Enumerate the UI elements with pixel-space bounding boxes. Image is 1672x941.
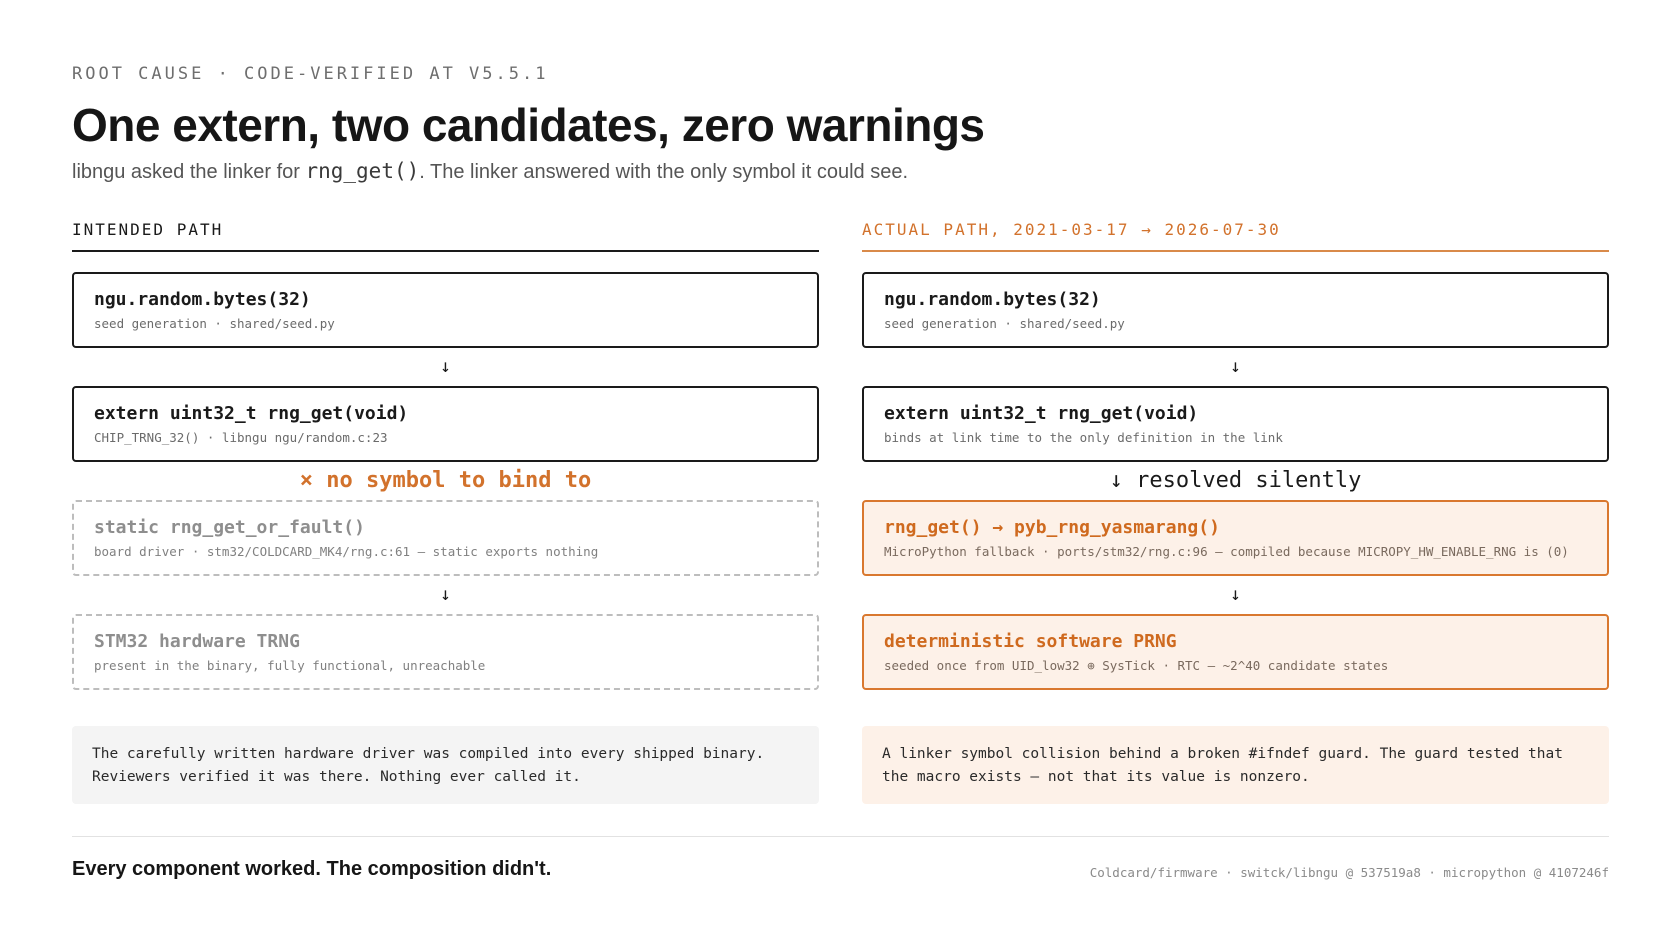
intended-box-extern-rng-get [72, 386, 819, 462]
box-subtitle: MicroPython fallback · ports/stm32/rng.c:96 — compiled because MICROPY_HW_ENABLE_RNG is (0) [884, 544, 1569, 559]
actual-path-column [862, 218, 1609, 804]
box-subtitle: board driver · stm32/COLDCARD_MK4/rng.c:61 — static exports nothing [94, 544, 599, 559]
subtitle [72, 159, 908, 184]
actual-box-yasmarang-fallback [862, 500, 1609, 576]
actual-note [862, 726, 1609, 804]
actual-box-extern-rng-get [862, 386, 1609, 462]
eyebrow: ROOT CAUSE · CODE-VERIFIED AT V5.5.1 [72, 64, 549, 84]
intended-box-hardware-trng [72, 614, 819, 690]
box-subtitle: present in the binary, fully functional, unreachable [94, 658, 486, 673]
box-title: extern uint32_t rng_get(void) [94, 403, 409, 424]
note-line: The carefully written hardware driver was compiled into every shipped binary. [92, 746, 765, 762]
subtitle-code: rng_get() [305, 159, 420, 183]
resolved-silently-connector: ↓ resolved silently [1109, 468, 1362, 493]
intended-path-column [72, 218, 819, 804]
box-title: ngu.random.bytes(32) [884, 289, 1101, 310]
box-title: deterministic software PRNG [884, 631, 1177, 652]
box-title: ngu.random.bytes(32) [94, 289, 311, 310]
intended-path-heading: INTENDED PATH [72, 218, 819, 252]
box-subtitle: seeded once from UID_low32 ⊕ SysTick · RTC — ~2^40 candidate states [884, 658, 1389, 673]
intended-box-static-driver [72, 500, 819, 576]
page-title: One extern, two candidates, zero warnings [72, 99, 985, 151]
note-line: Reviewers verified it was there. Nothing ever called it. [92, 769, 581, 785]
note-line: A linker symbol collision behind a broken #ifndef guard. The guard tested that [882, 746, 1563, 762]
actual-box-random-bytes [862, 272, 1609, 348]
subtitle-text-post: . The linker answered with the only symbol it could see. [419, 161, 909, 183]
actual-box-software-prng [862, 614, 1609, 690]
box-title: STM32 hardware TRNG [94, 631, 300, 652]
box-subtitle: seed generation · shared/seed.py [884, 316, 1125, 331]
footer-divider [72, 836, 1609, 837]
intended-note [72, 726, 819, 804]
box-title: extern uint32_t rng_get(void) [884, 403, 1199, 424]
down-arrow-icon: ↓ [440, 584, 451, 605]
actual-path-heading: ACTUAL PATH, 2021-03-17 → 2026-07-30 [862, 218, 1609, 252]
note-line: the macro exists — not that its value is nonzero. [882, 769, 1310, 785]
down-arrow-icon: ↓ [1230, 356, 1241, 377]
down-arrow-icon: ↓ [1230, 584, 1241, 605]
box-title: rng_get() → pyb_rng_yasmarang() [884, 517, 1220, 538]
box-subtitle: seed generation · shared/seed.py [94, 316, 335, 331]
subtitle-text-pre: libngu asked the linker for [72, 161, 306, 183]
box-title: static rng_get_or_fault() [94, 517, 365, 538]
down-arrow-icon: ↓ [440, 356, 451, 377]
box-subtitle: binds at link time to the only definition in the link [884, 430, 1283, 445]
box-subtitle: CHIP_TRNG_32() · libngu ngu/random.c:23 [94, 430, 388, 445]
footer-tagline: Every component worked. The composition didn't. [72, 858, 552, 880]
footer-references: Coldcard/firmware · switck/libngu @ 537519a8 · micropython @ 4107246f [1089, 865, 1609, 880]
intended-box-random-bytes [72, 272, 819, 348]
no-symbol-connector: × no symbol to bind to [299, 468, 592, 493]
